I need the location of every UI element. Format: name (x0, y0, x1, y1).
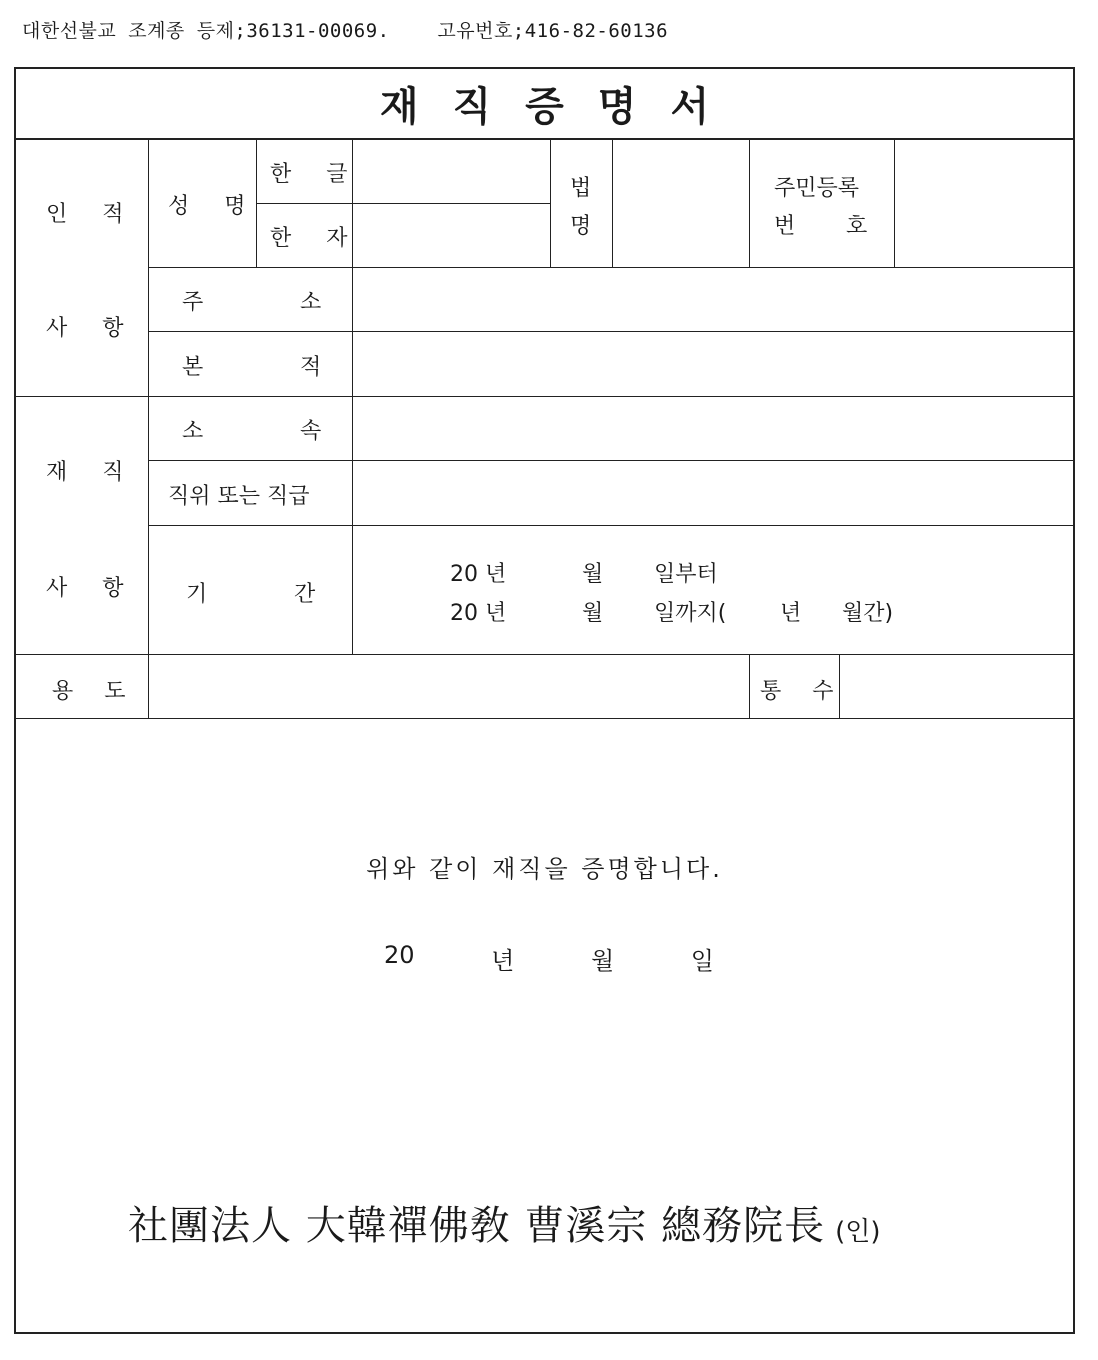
document-title: 재직증명서 (16, 69, 1073, 140)
name-label: 성 명 (168, 194, 260, 219)
affiliation-label-b: 속 (300, 419, 322, 444)
address-label-a: 주 (182, 290, 204, 315)
certificate-form (14, 67, 1075, 1334)
position-label: 직위 또는 직급 (168, 484, 310, 509)
period-label-a: 기 (186, 582, 208, 607)
period-from-day: 일부터 (654, 562, 718, 587)
origin-label-a: 본 (182, 355, 204, 380)
period-duration-year: 년 (780, 601, 802, 626)
section-personal-top: 인 적 (46, 202, 138, 227)
issuer-line (128, 1194, 881, 1251)
copies-label: 통 수 (760, 679, 846, 704)
hangul-label: 한 글 (270, 162, 362, 187)
origin-label-b: 적 (300, 355, 322, 380)
affiliation-label-a: 소 (182, 419, 204, 444)
issuer-name: 社團法人 大韓禪佛敎 曹溪宗 總務院長 (128, 1203, 826, 1249)
resident-number-label-1: 주민등록 (774, 176, 860, 201)
issue-date-month-unit: 월 (590, 947, 615, 975)
unique-number: 고유번호;416-82-60136 (437, 20, 669, 42)
purpose-label: 용 도 (52, 679, 138, 704)
dharma-name-label-1: 법 (570, 176, 592, 201)
period-to-day: 일까지( (654, 601, 727, 626)
issue-date (384, 941, 714, 976)
certification-statement: 위와 같이 재직을 증명합니다. (366, 855, 723, 883)
seal-mark: (인) (835, 1216, 881, 1247)
section-employment-bottom: 사 항 (46, 576, 138, 601)
period-to-year: 20 년 (450, 601, 507, 626)
hanja-label: 한 자 (270, 226, 362, 251)
address-label-b: 소 (300, 290, 322, 315)
period-from-year: 20 년 (450, 562, 507, 587)
period-duration-month: 월간) (842, 601, 894, 626)
issue-date-year-unit: 년 (491, 947, 515, 975)
issue-date-year: 20 (384, 941, 415, 969)
dharma-name-label-2: 명 (570, 214, 592, 239)
resident-number-label-2b: 호 (846, 214, 868, 239)
document-header (22, 16, 668, 43)
resident-number-label-2a: 번 (774, 214, 796, 239)
registration-number: 대한선불교 조계종 등제;36131-00069. (22, 20, 390, 42)
period-from-month: 월 (582, 562, 604, 587)
section-personal-bottom: 사 항 (46, 316, 138, 341)
section-employment-top: 재 직 (46, 460, 138, 485)
period-label-b: 간 (294, 582, 316, 607)
period-to-month: 월 (582, 601, 604, 626)
issue-date-day-unit: 일 (690, 947, 714, 975)
